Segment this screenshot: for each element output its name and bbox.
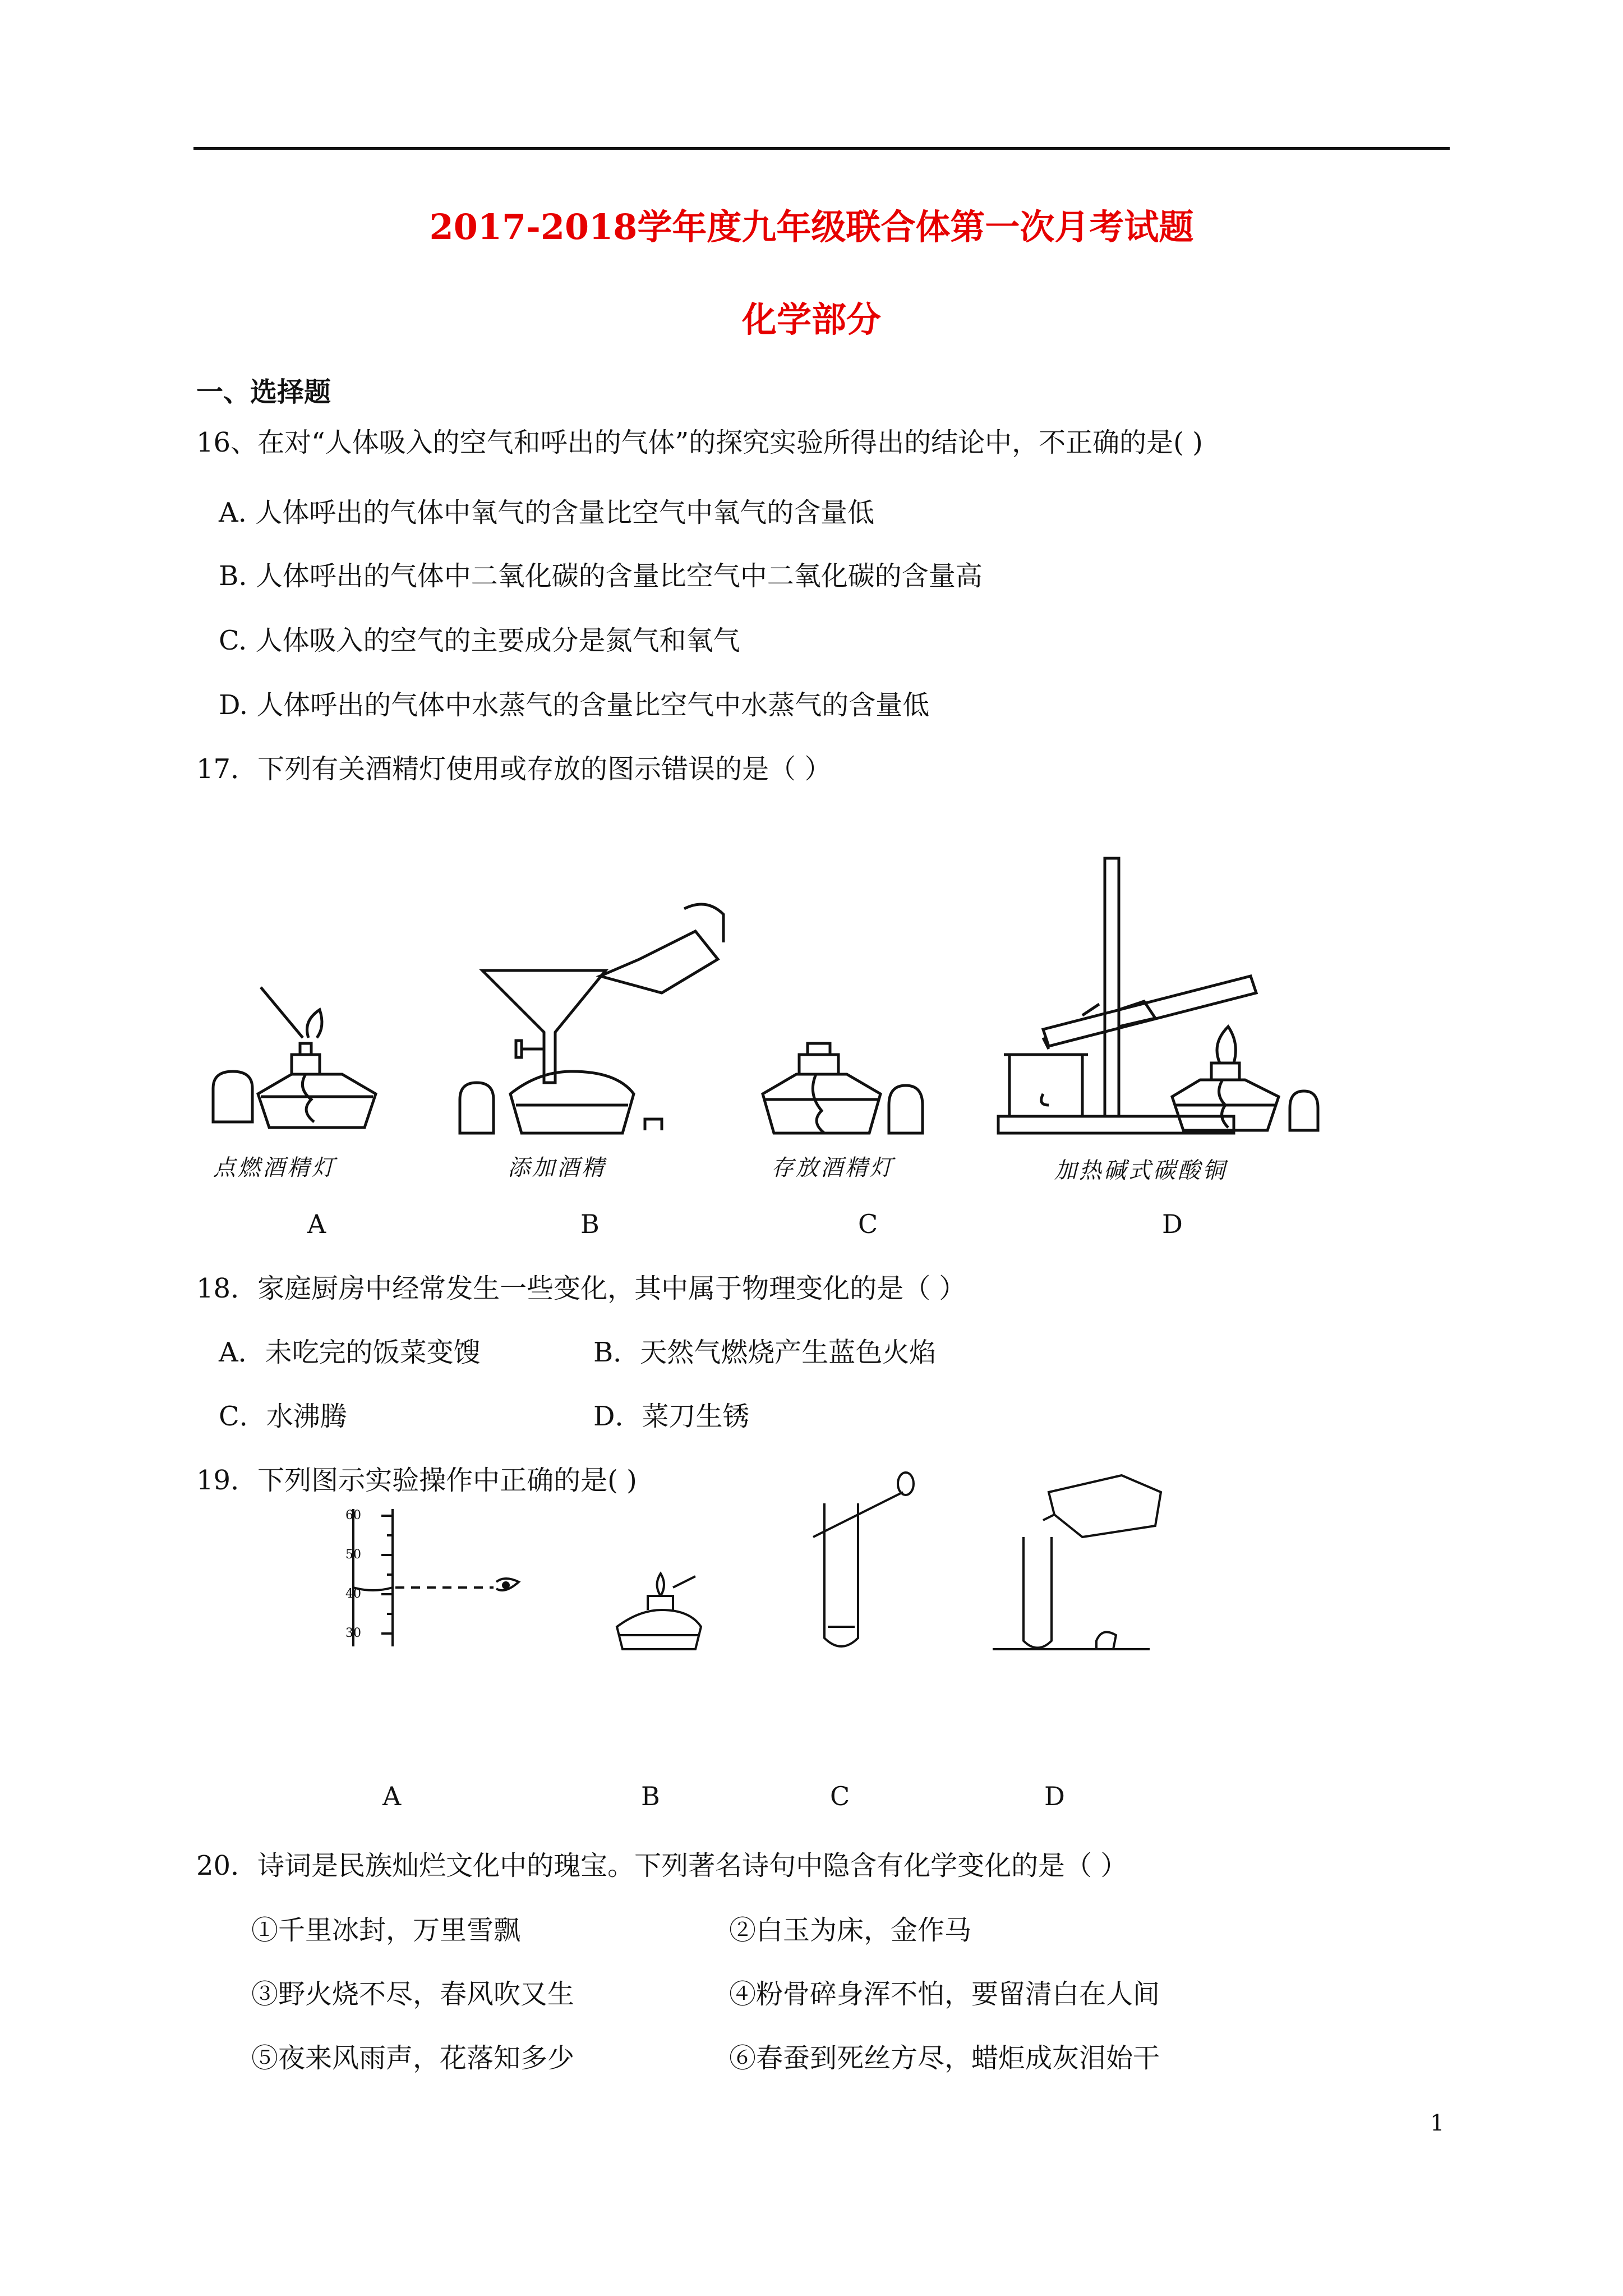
page-title: 2017-2018学年度九年级联合体第一次月考试题 — [429, 206, 1194, 247]
tick-label-50: 50 — [345, 1548, 361, 1562]
question-16-option-a: A. 人体呼出的气体中氧气的含量比空气中氧气的含量低 — [219, 497, 875, 528]
question-18-option-b: B．天然气燃烧产生蓝色火焰 — [593, 1337, 937, 1368]
question-19-stem: 19．下列图示实验操作中正确的是( ) — [196, 1465, 637, 1496]
figure-17d-label: D — [1162, 1209, 1183, 1239]
question-20-option-4: ④粉骨碎身浑不怕，要留清白在人间 — [729, 1978, 1160, 2010]
tick-label-30: 30 — [345, 1626, 361, 1640]
page-subtitle: 化学部分 — [741, 299, 881, 340]
question-20-stem: 20．诗词是民族灿烂文化中的瑰宝。下列著名诗句中隐含有化学变化的是（ ） — [196, 1850, 1128, 1881]
figure-19d-pouring-liquid — [993, 1470, 1161, 1655]
figure-17d-caption: 加热碱式碳酸铜 — [1054, 1158, 1227, 1184]
question-16-option-d: D. 人体呼出的气体中水蒸气的含量比空气中水蒸气的含量低 — [219, 689, 930, 721]
question-18-stem: 18．家庭厨房中经常发生一些变化，其中属于物理变化的是（ ） — [196, 1273, 966, 1304]
figure-17b-label: B — [580, 1209, 600, 1239]
figure-17b-adding-alcohol — [460, 898, 729, 1139]
figure-17c-storing-lamp — [757, 1021, 948, 1139]
question-18-option-c: C．水沸腾 — [219, 1401, 347, 1432]
figure-19d-label: D — [1044, 1781, 1065, 1811]
header-rule — [193, 147, 1450, 150]
question-20-option-2: ②白玉为床，金作马 — [729, 1915, 972, 1946]
section-heading: 一、选择题 — [196, 376, 331, 408]
figure-17c-label: C — [858, 1209, 878, 1239]
figure-19b-small-lamp — [611, 1565, 712, 1655]
question-17-stem: 17．下列有关酒精灯使用或存放的图示错误的是（ ） — [196, 753, 832, 785]
figure-17d-heating-setup — [998, 858, 1335, 1139]
question-16-option-c: C. 人体吸入的空气的主要成分是氮气和氧气 — [219, 625, 740, 656]
figure-19c-test-tube-dropper — [808, 1470, 920, 1655]
figure-17c-caption: 存放酒精灯 — [771, 1155, 895, 1181]
question-18-option-a: A．未吃完的饭菜变馊 — [219, 1337, 481, 1368]
question-20-option-6: ⑥春蚕到死丝方尽，蜡炬成灰泪始干 — [729, 2042, 1160, 2074]
figure-17a-lighting-lamp — [208, 954, 376, 1139]
question-20-option-1: ①千里冰封，万里雪飘 — [251, 1915, 521, 1946]
figure-17a-label: A — [307, 1209, 326, 1239]
figure-19a-label: A — [382, 1781, 402, 1811]
tick-label-40: 40 — [345, 1587, 361, 1601]
question-20-option-3: ③野火烧不尽，春风吹又生 — [251, 1978, 575, 2010]
question-18-option-d: D．菜刀生锈 — [593, 1401, 750, 1432]
tick-label-60: 60 — [345, 1508, 361, 1522]
figure-19c-label: C — [830, 1781, 850, 1811]
page-number: 1 — [1430, 2110, 1445, 2136]
question-16-option-b: B. 人体呼出的气体中二氧化碳的含量比空气中二氧化碳的含量高 — [219, 560, 983, 592]
question-16-stem: 16、在对“人体吸入的空气和呼出的气体”的探究实验所得出的结论中，不正确的是( ) — [196, 427, 1203, 458]
figure-17b-caption: 添加酒精 — [508, 1155, 606, 1181]
question-20-option-5: ⑤夜来风雨声，花落知多少 — [251, 2042, 575, 2074]
figure-17a-caption: 点燃酒精灯 — [213, 1155, 336, 1181]
figure-19b-label: B — [641, 1781, 660, 1811]
